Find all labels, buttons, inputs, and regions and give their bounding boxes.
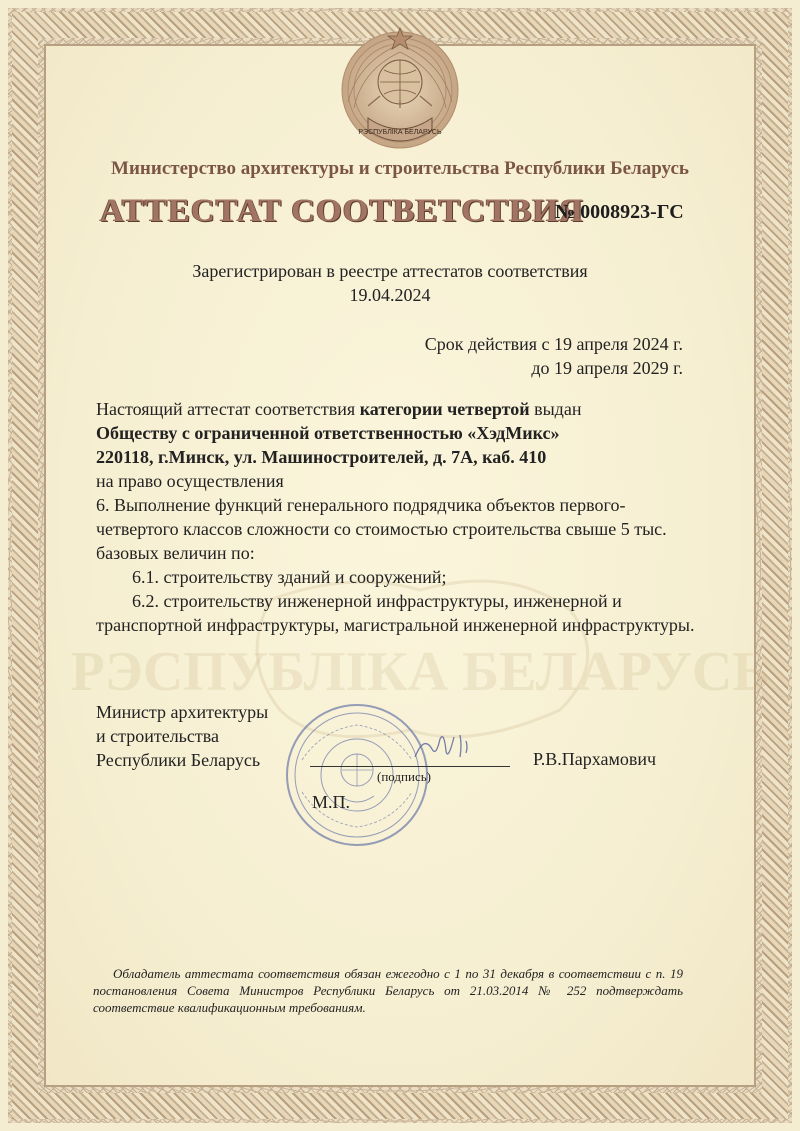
emblem-ribbon-text: РЭСПУБЛІКА БЕЛАРУСЬ bbox=[358, 129, 442, 136]
issued-text: выдан bbox=[529, 399, 582, 419]
holder-name: Обществу с ограниченной ответственностью «ХэдМикс» bbox=[96, 423, 560, 443]
position-line-3: Республики Беларусь bbox=[96, 750, 261, 770]
activity-item-6-2-first: 6.2. строительству инженерной инфраструктуры, инженерной bbox=[132, 591, 608, 611]
ministry-name: Министерство архитектуры и строительства Республики Беларусь bbox=[111, 158, 689, 179]
registration-date: 19.04.2024 bbox=[349, 285, 431, 305]
activity-item-6-1: 6.1. строительству зданий и сооружений; bbox=[132, 567, 447, 587]
activity-item-6: 6. Выполнение функций генерального подрядчика объектов первого-четвертого классов сложности со стоимостью строительства свыше 5 тыс. базовых величин по: bbox=[96, 495, 667, 563]
belarus-coat-of-arms-emblem-icon bbox=[328, 22, 472, 154]
intro-line bbox=[96, 397, 696, 421]
certificate-body bbox=[96, 397, 696, 637]
handwritten-signature-icon bbox=[410, 727, 480, 767]
certificate-number: № 0008923-ГС bbox=[555, 201, 684, 223]
activity-item-6-2 bbox=[96, 589, 696, 637]
validity-to: до 19 апреля 2029 г. bbox=[531, 358, 683, 378]
signature-line bbox=[310, 766, 510, 767]
holder-address: 220118, г.Минск, ул. Машиностроителей, д. 7А, каб. 410 bbox=[96, 447, 547, 467]
registration-block bbox=[0, 259, 780, 307]
position-line-2: и строительства bbox=[96, 726, 219, 746]
signature-caption: (подпись) bbox=[377, 769, 431, 784]
certificate-title: АТТЕСТАТ СООТВЕТСТВИЯ bbox=[100, 193, 584, 229]
validity-block bbox=[425, 332, 683, 380]
seal-label: М.П. bbox=[312, 792, 351, 812]
watermark-text: РЭСПУБЛІКА БЕЛАРУСЬ bbox=[70, 641, 770, 703]
footnote: Обладатель аттестата соответствия обязан ежегодно с 1 по 31 декабря в соответствии с п. 19 постановления Совета Министров Республики Беларусь от 21.03.2014 № 252 подтверждать соответствие квалификационным требованиям. bbox=[93, 966, 683, 1015]
right-to-text: на право осуществления bbox=[96, 471, 284, 491]
registration-text: Зарегистрирован в реестре аттестатов соответствия bbox=[192, 261, 588, 281]
intro-text: Настоящий аттестат соответствия bbox=[96, 399, 360, 419]
signer-position bbox=[96, 700, 268, 772]
signer-name: Р.В.Пархамович bbox=[533, 749, 657, 769]
category-text: категории четвертой bbox=[359, 399, 530, 419]
validity-from: Срок действия с 19 апреля 2024 г. bbox=[424, 334, 683, 354]
activity-item-6-2-rest: и транспортной инфраструктуры, магистральной инженерной инфраструктуры. bbox=[96, 591, 695, 635]
position-line-1: Министр архитектуры bbox=[96, 702, 269, 722]
